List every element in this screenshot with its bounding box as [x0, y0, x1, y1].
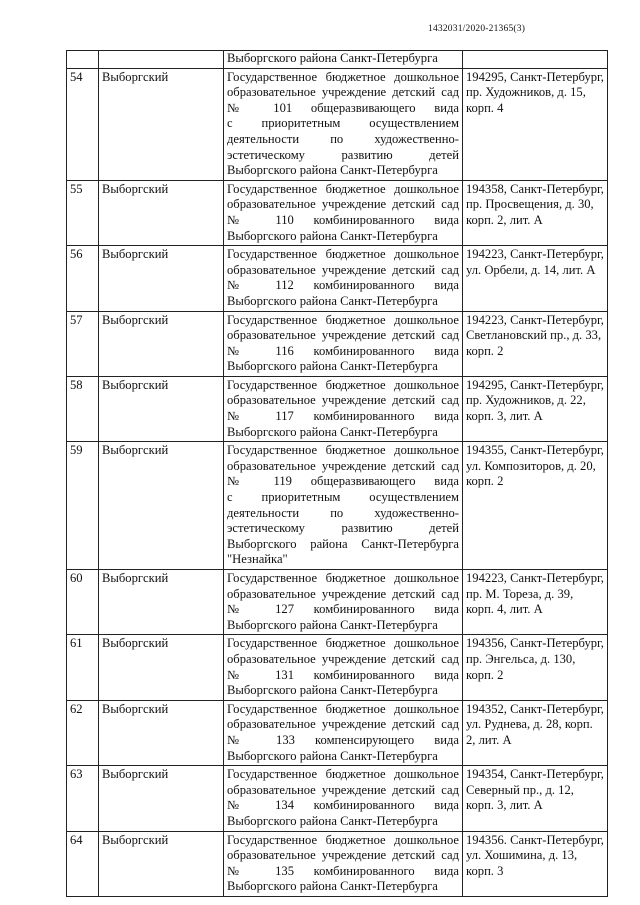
- institution-name-line: Выборгского района Санкт-Петербурга: [227, 879, 438, 894]
- institution-name: [224, 442, 463, 570]
- institution-address: 194223, Санкт-Петербург, пр. М. Тореза, д. 39, корп. 4, лит. А: [463, 570, 608, 635]
- institution-address: 194295, Санкт-Петербург, пр. Художников, д. 22, корп. 3, лит. А: [463, 376, 608, 441]
- table-row: [67, 442, 608, 570]
- institution-name-line: Государственное бюджетное дошкольное: [227, 571, 459, 585]
- continuation-text: Выборгского района Санкт-Петербурга: [227, 51, 438, 65]
- institution-name-line: Государственное бюджетное дошкольное: [227, 636, 459, 651]
- institution-name-line: № 116 комбинированного вида: [227, 343, 459, 358]
- institution-name-line: № 134 комбинированного вида: [227, 798, 459, 813]
- institution-name-line: Выборгского района Санкт-Петербурга: [227, 748, 438, 763]
- table-row: [67, 635, 608, 700]
- address-cell: [463, 51, 608, 69]
- institution-address: 194223, Санкт-Петербург, ул. Орбели, д. 14, лит. А: [463, 246, 608, 311]
- institution-name: [224, 68, 463, 180]
- institution-name-line: Выборгского района Санкт-Петербурга: [227, 293, 438, 308]
- row-number: 58: [67, 376, 99, 441]
- row-number: 55: [67, 180, 99, 245]
- row-number: 54: [67, 68, 99, 180]
- institution-name: [224, 766, 463, 831]
- row-number: 59: [67, 442, 99, 570]
- row-number: 62: [67, 700, 99, 765]
- district-name: Выборгский: [99, 311, 224, 376]
- institution-name-line: Государственное бюджетное дошкольное: [227, 832, 459, 847]
- institution-name-line: эстетическому развитию детей: [227, 521, 459, 536]
- table-row: [67, 180, 608, 245]
- table-row: [67, 831, 608, 896]
- institution-address: 194356, Санкт-Петербург, пр. Энгельса, д. 130, корп. 2: [463, 635, 608, 700]
- name-cell: [224, 51, 463, 69]
- institution-name-line: Выборгского района Санкт-Петербурга: [227, 424, 438, 439]
- institution-name-line: с приоритетным осуществлением: [227, 116, 459, 131]
- table-row: [67, 311, 608, 376]
- district-name: Выборгский: [99, 635, 224, 700]
- institution-name-line: Государственное бюджетное дошкольное: [227, 377, 459, 392]
- institution-name-line: с приоритетным осуществлением: [227, 490, 459, 505]
- district-name: Выборгский: [99, 766, 224, 831]
- row-number: 64: [67, 831, 99, 896]
- institution-name-line: Выборгского района Санкт-Петербурга: [227, 228, 438, 243]
- institution-name: [224, 180, 463, 245]
- institution-address: 194358, Санкт-Петербург, пр. Просвещения, д. 30, корп. 2, лит. А: [463, 180, 608, 245]
- institution-name-line: деятельности по художественно-: [227, 505, 459, 520]
- row-number: 57: [67, 311, 99, 376]
- num-cell: [67, 51, 99, 69]
- institution-name-line: № 133 компенсирующего вида: [227, 732, 459, 747]
- institution-name-line: № 110 комбинированного вида: [227, 212, 459, 227]
- row-number: 63: [67, 766, 99, 831]
- institution-name: [224, 635, 463, 700]
- district-name: Выборгский: [99, 570, 224, 635]
- institution-name-line: образовательное учреждение детский сад: [227, 782, 459, 797]
- table-row: [67, 570, 608, 635]
- institution-address: 194354, Санкт-Петербург, Северный пр., д. 12, корп. 3, лит. А: [463, 766, 608, 831]
- institution-name-line: Государственное бюджетное дошкольное: [227, 312, 459, 327]
- institution-name-line: № 119 общеразвивающего вида: [227, 474, 459, 489]
- table-row: [67, 246, 608, 311]
- institution-address: 194295, Санкт-Петербург, пр. Художников, д. 15, корп. 4: [463, 68, 608, 180]
- institution-name-line: Выборгского района Санкт-Петербурга: [227, 536, 459, 551]
- institution-name-line: № 127 комбинированного вида: [227, 602, 459, 617]
- continuation-row: [67, 51, 608, 69]
- institution-name: [224, 831, 463, 896]
- institution-name-line: № 135 комбинированного вида: [227, 863, 459, 878]
- district-name: Выборгский: [99, 246, 224, 311]
- institution-name: [224, 311, 463, 376]
- district-name: Выборгский: [99, 700, 224, 765]
- institution-name-line: № 117 комбинированного вида: [227, 409, 459, 424]
- institution-name-line: Выборгского района Санкт-Петербурга: [227, 683, 438, 698]
- institution-name-line: № 101 общеразвивающего вида: [227, 100, 459, 115]
- document-number: 1432031/2020-21365(3): [428, 24, 526, 34]
- table-row: [67, 700, 608, 765]
- institution-name-line: образовательное учреждение детский сад: [227, 197, 459, 212]
- institution-name-line: образовательное учреждение детский сад: [227, 262, 459, 277]
- institution-name-line: образовательное учреждение детский сад: [227, 717, 459, 732]
- institution-name-line: образовательное учреждение детский сад: [227, 651, 459, 666]
- table-body: [67, 51, 608, 897]
- district-cell: [99, 51, 224, 69]
- table-row: [67, 68, 608, 180]
- institution-name-line: Государственное бюджетное дошкольное: [227, 443, 459, 458]
- district-name: Выборгский: [99, 376, 224, 441]
- institution-name: [224, 376, 463, 441]
- institution-name-line: Выборгского района Санкт-Петербурга: [227, 813, 438, 828]
- institution-name-line: Выборгского района Санкт-Петербурга: [227, 163, 438, 178]
- district-name: Выборгский: [99, 442, 224, 570]
- institution-name-line: образовательное учреждение детский сад: [227, 85, 459, 100]
- institution-name-line: "Незнайка": [227, 552, 288, 567]
- institution-name-line: Государственное бюджетное дошкольное: [227, 247, 459, 262]
- institution-address: 194355, Санкт-Петербург, ул. Композиторов, д. 20, корп. 2: [463, 442, 608, 570]
- institution-name: [224, 570, 463, 635]
- institution-name-line: образовательное учреждение детский сад: [227, 458, 459, 473]
- institution-name-line: Государственное бюджетное дошкольное: [227, 181, 459, 196]
- institution-address: 194356. Санкт-Петербург, ул. Хошимина, д. 13, корп. 3: [463, 831, 608, 896]
- row-number: 56: [67, 246, 99, 311]
- institution-name-line: Выборгского района Санкт-Петербурга: [227, 617, 438, 632]
- institution-address: 194223, Санкт-Петербург, Светлановский пр., д. 33, корп. 2: [463, 311, 608, 376]
- row-number: 60: [67, 570, 99, 635]
- institution-name-line: образовательное учреждение детский сад: [227, 586, 459, 601]
- institution-name-line: Государственное бюджетное дошкольное: [227, 701, 459, 716]
- institution-name-line: № 131 комбинированного вида: [227, 667, 459, 682]
- institution-name-line: деятельности по художественно-: [227, 131, 459, 146]
- table-row: [67, 766, 608, 831]
- district-name: Выборгский: [99, 180, 224, 245]
- institution-name-line: Государственное бюджетное дошкольное: [227, 69, 459, 84]
- institution-name-line: образовательное учреждение детский сад: [227, 848, 459, 863]
- district-name: Выборгский: [99, 831, 224, 896]
- district-name: Выборгский: [99, 68, 224, 180]
- institutions-table: [66, 50, 608, 897]
- institution-address: 194352, Санкт-Петербург, ул. Руднева, д. 28, корп. 2, лит. А: [463, 700, 608, 765]
- institution-name: [224, 700, 463, 765]
- institution-name-line: образовательное учреждение детский сад: [227, 328, 459, 343]
- institution-name: [224, 246, 463, 311]
- institution-name-line: образовательное учреждение детский сад: [227, 393, 459, 408]
- row-number: 61: [67, 635, 99, 700]
- institution-name-line: эстетическому развитию детей: [227, 147, 459, 162]
- institution-name-line: Государственное бюджетное дошкольное: [227, 767, 459, 782]
- table-row: [67, 376, 608, 441]
- institution-name-line: № 112 комбинированного вида: [227, 278, 459, 293]
- institution-name-line: Выборгского района Санкт-Петербурга: [227, 359, 438, 374]
